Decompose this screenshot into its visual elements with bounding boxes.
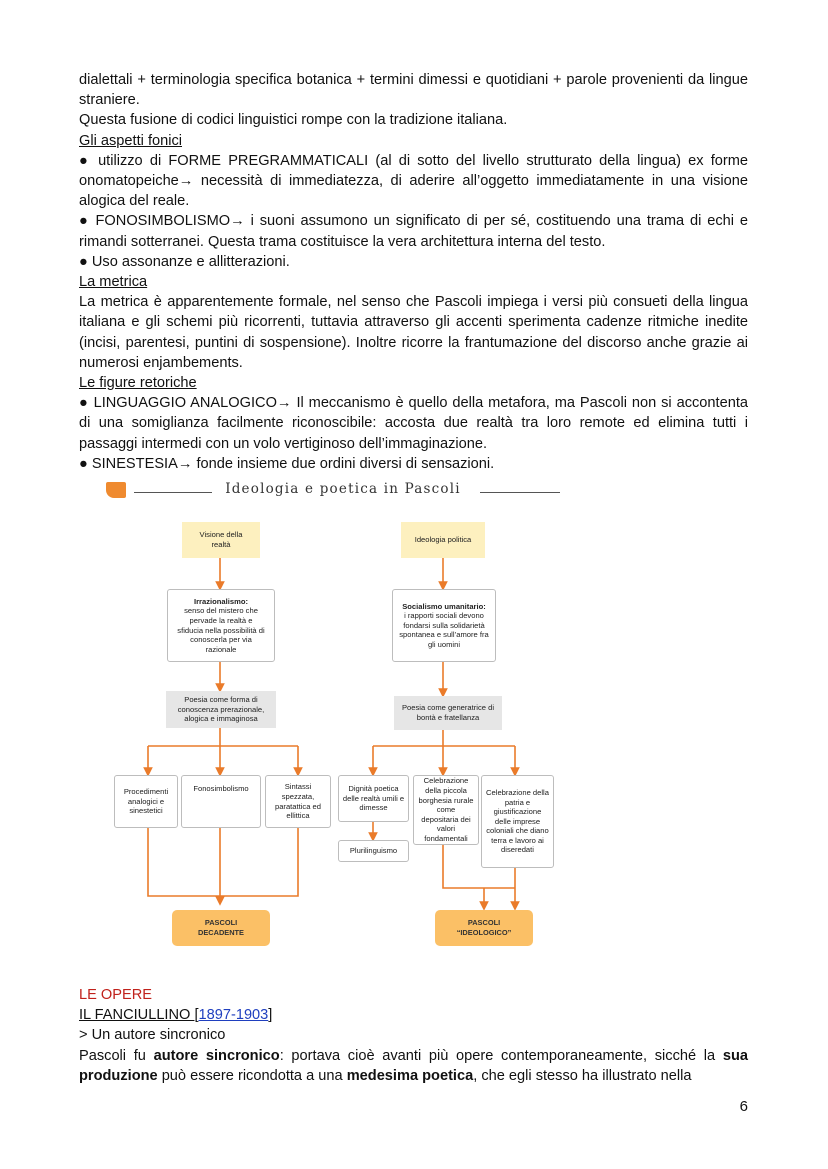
heading-fanciullino: IL FANCIULLINO [1897-1903] [79,1007,273,1024]
box-ideologia-politica: Ideologia politica [401,522,485,558]
box-dignita-poetica: Dignità poetica delle realtà umili e dimesse [338,775,409,822]
body-text-bottom [79,985,748,1086]
bullet-linguaggio-analogico: ● LINGUAGGIO ANALOGICO→ Il meccanismo è quello della metafora, ma Pascoli non si accontenta di una somiglianza facilmente riconoscibile: accosta due realtà tra loro remote ed elimina tutti i passaggi intermedi con un volo vertiginoso dell’immaginazione. [79,395,748,452]
diagram-arrows [78,476,598,956]
section-heading-metrica: La metrica [79,274,148,291]
paragraph-metrica: La metrica è apparentemente formale, nel senso che Pascoli impiega i versi più consueti della lingua italiana e gli schemi più ricorrenti, tuttavia attraverso gli accenti sperimenta cadenze ritmiche inedite (incisi, parentesi, puntini di sospensione). Inoltre ricorre la frantumazione del discorso anche grazie ai numerosi enjambements. [79,294,748,371]
box-sintassi: Sintassi spezzata, paratattica ed ellittica [265,775,331,828]
concept-diagram [78,476,598,956]
bullet-fonosimbolismo: ● FONOSIMBOLISMO→ i suoni assumono un significato di per sé, costituendo una trama di echi e rimandi sotterranei. Questa trama costituisce la vera architettura interna del testo. [79,213,748,250]
box-socialismo-umanitario: Socialismo umanitario: i rapporti sociali devono fondarsi sulla solidarietà spontanea e sull’amore fra gli uomini [392,589,496,662]
body-text-top [79,70,748,474]
box-celebrazione-patria: Celebrazione della patria e giustificazione delle imprese coloniali che diano terra e lavoro ai diseredati [481,775,554,868]
heading-le-opere: LE OPERE [79,987,152,1003]
subheading-sincronico: > Un autore sincronico [79,1027,226,1044]
page-number: 6 [739,1098,748,1115]
box-pascoli-decadente: PASCOLI DECADENTE [172,910,270,946]
paragraph: Questa fusione di codici linguistici rompe con la tradizione italiana. [79,112,508,129]
box-pascoli-ideologico: PASCOLI “IDEOLOGICO” [435,910,533,946]
box-fonosimbolismo: Fonosimbolismo [181,775,261,828]
box-procedimenti: Procedimenti analogici e sinestetici [114,775,178,828]
diagram-title: Ideologia e poetica in Pascoli [225,481,461,497]
box-irrazionalismo: Irrazionalismo: senso del mistero che pervade la realtà e sfiducia nella possibilità di conoscerla per via razionale [167,589,275,662]
box-poesia-generatrice: Poesia come generatrice di bontà e fratellanza [394,696,502,730]
bullet-pregrammaticali: ● utilizzo di FORME PREGRAMMATICALI (al di sotto del livello strutturato della lingua) ex forme onomatopeiche→ necessità di immediatezza, di aderire all’oggetto immediatamente in una visione alogica del reale. [79,152,748,210]
paragraph: dialettali + terminologia specifica botanica + termini dimessi e quotidiani + parole provenienti da lingue straniere. [79,72,748,109]
box-plurilinguismo: Plurilinguismo [338,840,409,862]
box-visione-realta: Visione della realtà [182,522,260,558]
paragraph-sincronico: Pascoli fu autore sincronico: portava cioè avanti più opere contemporaneamente, sicché la sua produzione può essere ricondotta a una medesima poetica, che egli stesso ha illustrato nella [79,1047,749,1084]
box-celebrazione-borghesia: Celebrazione della piccola borghesia rurale come depositaria dei valori fondamentali [413,775,479,845]
section-heading-figure: Le figure retoriche [79,375,197,392]
box-poesia-forma-conoscenza: Poesia come forma di conoscenza prerazionale, alogica e immaginosa [166,691,276,728]
bullet-assonanze: ● Uso assonanze e allitterazioni. [79,253,290,270]
bullet-sinestesia: ● SINESTESIA→ fonde insieme due ordini diversi di sensazioni. [79,455,495,472]
section-heading-fonici: Gli aspetti fonici [79,132,183,149]
